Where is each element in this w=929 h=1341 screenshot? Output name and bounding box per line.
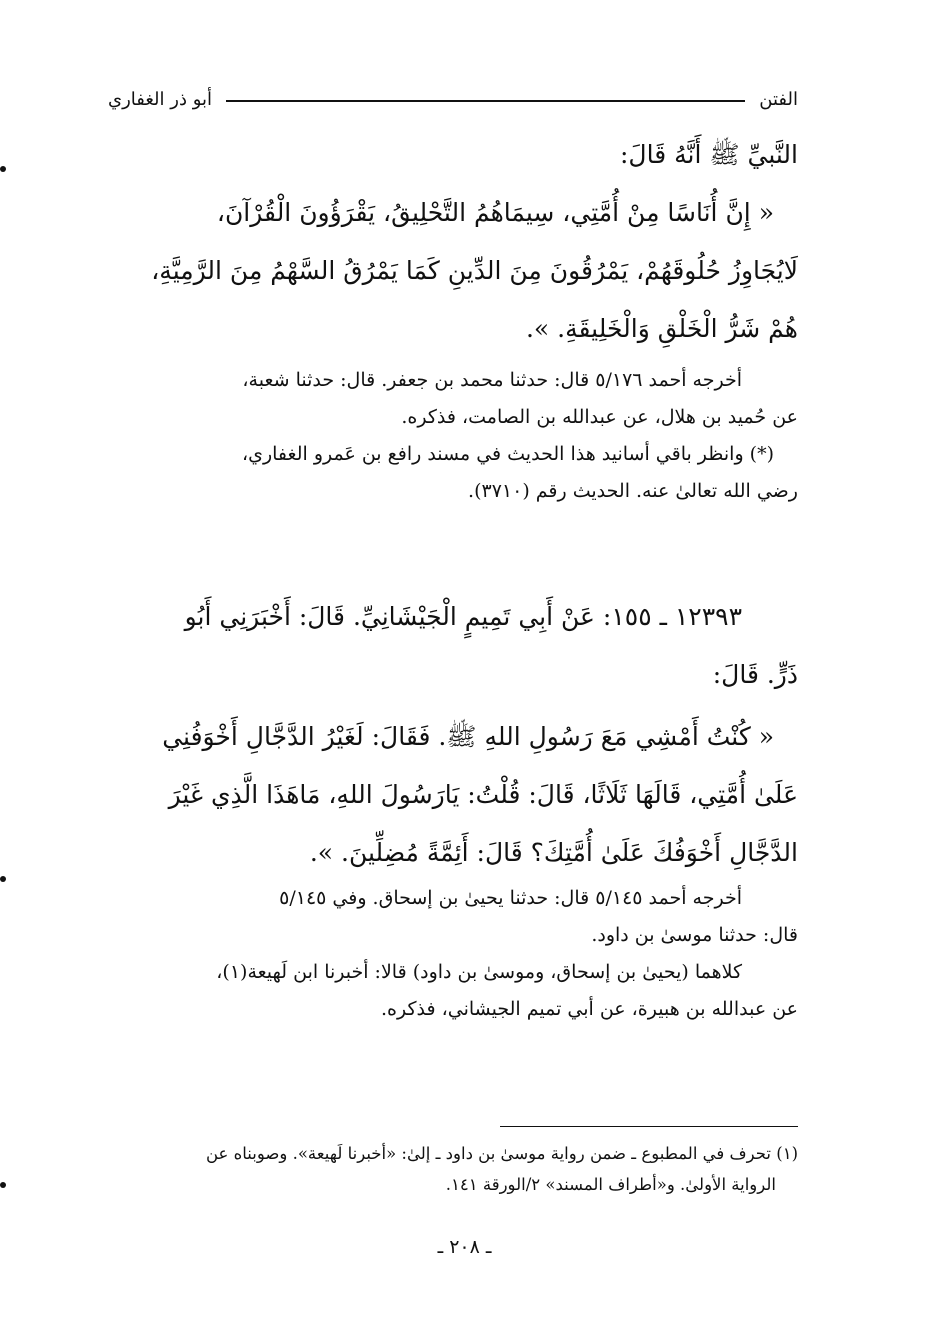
hadith-1-line: هُمْ شَرُّ الْخَلْقِ وَالْخَلِيقَةِ. ». [525,314,798,343]
hadith-1-intro: النَّبيِّ ﷺ أَنَّهُ قَالَ: [620,140,798,169]
hadith-1-takhrij [108,362,798,510]
hadith-2-heading-line: ١٢٣٩٣ ـ ١٥٥: عَنْ أَبِي تَمِيمٍ الْجَيْشَانِيِّ. قَالَ: أَخْبَرَنِي أَبُو [184,602,742,631]
running-header [108,84,798,114]
hadith-1-line: لَايُجَاوِزُ حُلُوقَهُمْ، يَمْرُقُونَ مِنَ الدِّينِ كَمَا يَمْرُقُ السَّهْمُ مِنَ الرَّمِيَّةِ، [151,256,798,285]
scan-edge-mark [0,166,6,172]
header-chapter-title: الفتن [759,88,798,110]
takhrij-line: عن حُميد بن هلال، عن عبدالله بن الصامت، فذكره. [401,406,798,428]
footnote-separator [500,1126,798,1127]
hadith-1-line: « إِنَّ أُنَاسًا مِنْ أُمَّتِي، سِيمَاهُمُ التَّحْلِيقُ، يَقْرَؤُونَ الْقُرْآنَ، [216,198,774,227]
takhrij-line: كلاهما (يحيىٰ بن إسحاق، وموسىٰ بن داود) قالا: أخبرنا ابن لَهيعة(١)، [216,961,742,983]
hadith-2-line: الدَّجَّالِ أَخْوَفُكَ عَلَىٰ أُمَّتِكَ؟ قَالَ: أَئِمَّةً مُضِلِّينَ. ». [309,838,798,867]
header-musnad-title: أبو ذر الغفاري [108,88,213,110]
footnote-line: (١) تحرف في المطبوع ـ ضمن رواية موسىٰ بن داود ـ إلىٰ: «أخبرنا لَهيعة». وصوبناه عن [205,1144,798,1163]
page-number: ـ ٢٠٨ ـ [437,1236,492,1258]
scan-edge-mark [0,1182,6,1188]
hadith-2-line: « كُنْتُ أَمْشِي مَعَ رَسُولِ اللهِ ﷺ. فَقَالَ: لَغَيْرُ الدَّجَّالِ أَخْوَفُنِي [162,722,774,751]
hadith-2-takhrij [108,880,798,1028]
header-rule [226,100,745,102]
scan-edge-mark [0,876,6,882]
see-also-line: (*) وانظر باقي أسانيد هذا الحديث في مسند رافع بن عَمرو الغفاري، [241,443,774,465]
takhrij-line: قال: حدثنا موسىٰ بن داود. [591,924,798,946]
hadith-2-text [108,708,798,882]
footnote [108,1138,798,1200]
takhrij-line: أخرجه أحمد ٥/١٧٦ قال: حدثنا محمد بن جعفر. قال: حدثنا شعبة، [242,369,742,391]
takhrij-line: عن عبدالله بن هبيرة، عن أبي تميم الجيشاني، فذكره. [380,998,798,1020]
hadith-1-text [108,126,798,358]
hadith-2-heading [108,588,798,704]
hadith-2-line: عَلَىٰ أُمَّتِي، قَالَهَا ثَلَاثًا، قَالَ: قُلْتُ: يَارَسُولَ اللهِ، مَاهَذَا الَّذِي غَيْرَ [168,780,798,809]
takhrij-line: أخرجه أحمد ٥/١٤٥ قال: حدثنا يحيىٰ بن إسحاق. وفي ٥/١٤٥ [279,887,742,909]
hadith-2-heading-line: ذَرٍّ. قَالَ: [712,660,798,689]
footnote-line: الرواية الأولىٰ. و«أطراف المسند» ٢/الورقة ١٤١. [445,1175,776,1194]
see-also-line: رضي الله تعالىٰ عنه. الحديث رقم (٣٧١٠). [468,480,798,502]
